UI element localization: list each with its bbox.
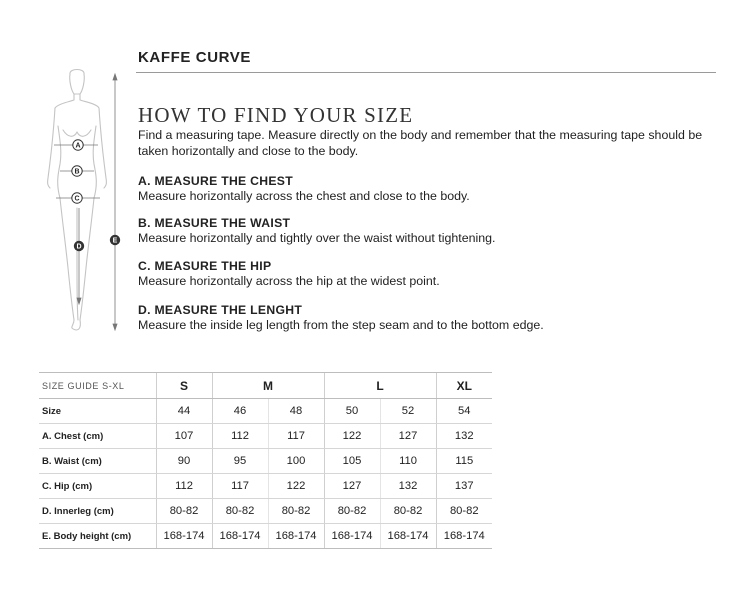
svg-text:D: D bbox=[76, 243, 82, 251]
svg-text:A: A bbox=[75, 142, 81, 150]
svg-text:C: C bbox=[74, 195, 80, 203]
size-group-l: L bbox=[324, 373, 436, 399]
section-hip-title: C. MEASURE THE HIP bbox=[138, 259, 272, 273]
table-row-hip bbox=[39, 474, 492, 499]
table-row-waist bbox=[39, 449, 492, 474]
table-cell: 80-82 bbox=[156, 499, 212, 524]
table-cell: 112 bbox=[212, 424, 268, 449]
table-cell: 132 bbox=[436, 424, 492, 449]
table-cell: 80-82 bbox=[324, 499, 380, 524]
size-guide-table bbox=[39, 372, 492, 549]
table-cell: 80-82 bbox=[268, 499, 324, 524]
table-cell: 132 bbox=[380, 474, 436, 499]
section-hip-desc: Measure horizontally across the hip at the widest point. bbox=[138, 274, 440, 288]
row-label: A. Chest (cm) bbox=[39, 424, 156, 449]
table-cell: 112 bbox=[156, 474, 212, 499]
table-cell: 46 bbox=[212, 399, 268, 424]
body-measurement-figure bbox=[40, 68, 140, 338]
table-cell: 168-174 bbox=[268, 524, 324, 549]
table-row-body-height bbox=[39, 524, 492, 549]
table-cell: 110 bbox=[380, 449, 436, 474]
row-label: B. Waist (cm) bbox=[39, 449, 156, 474]
table-cell: 127 bbox=[324, 474, 380, 499]
page-heading: HOW TO FIND YOUR SIZE bbox=[138, 103, 414, 127]
table-cell: 95 bbox=[212, 449, 268, 474]
table-cell: 127 bbox=[380, 424, 436, 449]
section-length-title: D. MEASURE THE LENGHT bbox=[138, 303, 303, 317]
svg-text:E: E bbox=[112, 237, 118, 245]
section-chest bbox=[138, 174, 728, 204]
size-group-xl: XL bbox=[436, 373, 492, 399]
size-guide-label: SIZE GUIDE S-XL bbox=[39, 373, 156, 399]
marker-b-icon bbox=[72, 166, 82, 176]
row-label: E. Body height (cm) bbox=[39, 524, 156, 549]
row-label: D. Innerleg (cm) bbox=[39, 499, 156, 524]
intro-text: Find a measuring tape. Measure directly on the body and remember that the measuring tape should be taken horizontally and close to the body. bbox=[138, 128, 703, 158]
section-chest-title: A. MEASURE THE CHEST bbox=[138, 174, 293, 188]
table-cell: 117 bbox=[212, 474, 268, 499]
table-cell: 48 bbox=[268, 399, 324, 424]
table-cell: 168-174 bbox=[324, 524, 380, 549]
table-cell: 115 bbox=[436, 449, 492, 474]
table-row-size bbox=[39, 399, 492, 424]
table-cell: 105 bbox=[324, 449, 380, 474]
table-cell: 117 bbox=[268, 424, 324, 449]
section-waist-desc: Measure horizontally and tightly over the waist without tightening. bbox=[138, 231, 496, 245]
measure-lines bbox=[54, 74, 117, 330]
marker-a-icon bbox=[73, 140, 83, 150]
table-row-innerleg bbox=[39, 499, 492, 524]
table-cell: 168-174 bbox=[380, 524, 436, 549]
size-group-s: S bbox=[156, 373, 212, 399]
marker-e-icon bbox=[110, 235, 120, 245]
table-cell: 107 bbox=[156, 424, 212, 449]
table-cell: 100 bbox=[268, 449, 324, 474]
marker-d-icon bbox=[74, 241, 84, 251]
title-divider bbox=[136, 72, 716, 73]
brand-title: KAFFE CURVE bbox=[138, 49, 251, 66]
table-cell: 80-82 bbox=[212, 499, 268, 524]
section-hip bbox=[138, 259, 728, 289]
table-row-chest bbox=[39, 424, 492, 449]
section-length bbox=[138, 303, 728, 333]
table-cell: 168-174 bbox=[156, 524, 212, 549]
table-cell: 168-174 bbox=[436, 524, 492, 549]
table-cell: 122 bbox=[324, 424, 380, 449]
section-chest-desc: Measure horizontally across the chest and close to the body. bbox=[138, 189, 470, 203]
table-cell: 50 bbox=[324, 399, 380, 424]
svg-text:B: B bbox=[74, 168, 80, 176]
table-cell: 80-82 bbox=[380, 499, 436, 524]
row-label: Size bbox=[39, 399, 156, 424]
size-header-row bbox=[39, 373, 492, 399]
section-waist bbox=[138, 216, 728, 246]
table-cell: 80-82 bbox=[436, 499, 492, 524]
size-group-m: M bbox=[212, 373, 324, 399]
table-cell: 137 bbox=[436, 474, 492, 499]
table-cell: 54 bbox=[436, 399, 492, 424]
table-cell: 122 bbox=[268, 474, 324, 499]
section-length-desc: Measure the inside leg length from the step seam and to the bottom edge. bbox=[138, 318, 544, 332]
section-waist-title: B. MEASURE THE WAIST bbox=[138, 216, 291, 230]
table-cell: 52 bbox=[380, 399, 436, 424]
row-label: C. Hip (cm) bbox=[39, 474, 156, 499]
marker-c-icon bbox=[72, 193, 82, 203]
table-cell: 44 bbox=[156, 399, 212, 424]
table-cell: 90 bbox=[156, 449, 212, 474]
table-cell: 168-174 bbox=[212, 524, 268, 549]
